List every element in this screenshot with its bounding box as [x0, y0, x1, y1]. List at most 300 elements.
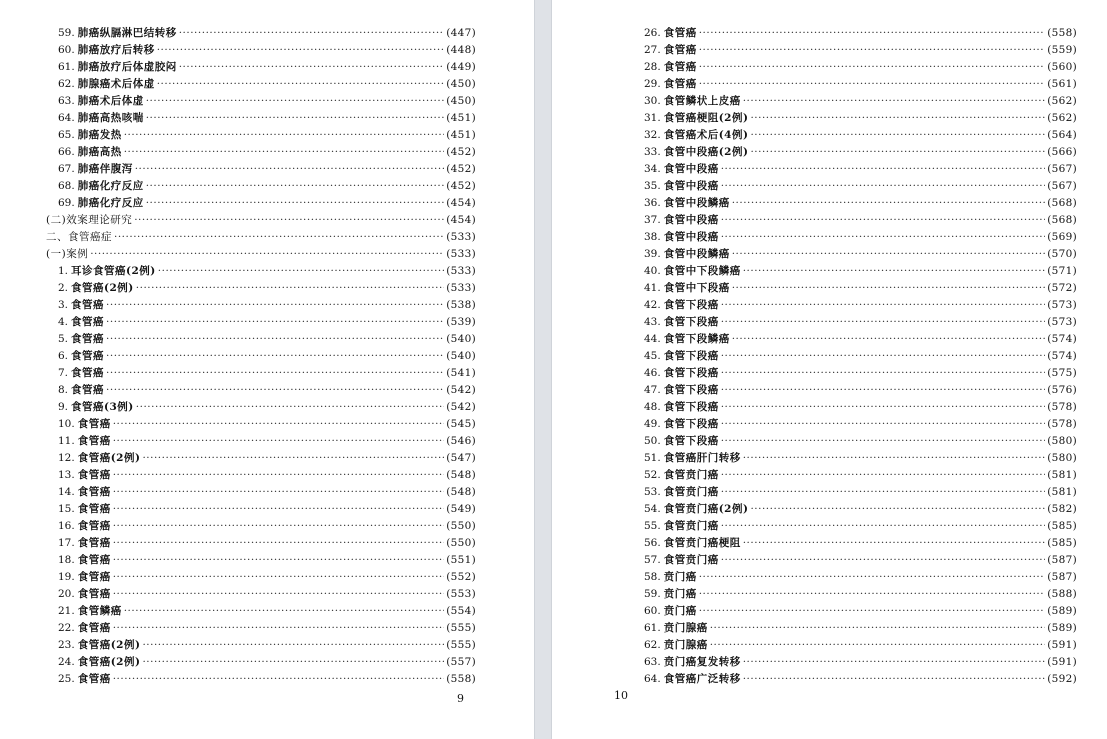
- toc-entry: [46, 76, 476, 93]
- toc-entry-title: 贲门癌: [663, 605, 697, 617]
- dot-leader: [721, 297, 1046, 314]
- dot-leader: [743, 263, 1046, 280]
- toc-entry-page: (592): [1047, 673, 1077, 685]
- toc-entry-page: (555): [446, 639, 476, 651]
- dot-leader: [113, 620, 445, 637]
- dot-leader: [136, 280, 444, 297]
- toc-entry-number: 17.: [58, 537, 75, 549]
- toc-entry-title: 食管下段癌: [663, 350, 719, 362]
- toc-entry-page: (573): [1047, 316, 1077, 328]
- toc-entry: [632, 348, 1077, 365]
- dot-leader: [750, 127, 1045, 144]
- toc-entry-page: (581): [1047, 469, 1077, 481]
- toc-entry-number: 60.: [58, 44, 75, 56]
- toc-entry-number: 23.: [58, 639, 75, 651]
- toc-entry-number: 14.: [58, 486, 75, 498]
- toc-entry: [46, 518, 476, 535]
- dot-leader: [113, 518, 445, 535]
- toc-entry: [632, 552, 1077, 569]
- dot-leader: [721, 467, 1046, 484]
- toc-entry-page: (559): [1047, 44, 1077, 56]
- toc-entry: [632, 263, 1077, 280]
- toc-entry: [46, 348, 476, 365]
- toc-entry-page: (542): [446, 384, 476, 396]
- toc-entry-page: (574): [1047, 333, 1077, 345]
- toc-entry-title: 食管癌: [663, 78, 697, 90]
- dot-leader: [699, 25, 1046, 42]
- toc-entry-title: (一)案例: [46, 248, 89, 260]
- toc-entry-title: 肺癌化疗反应: [77, 197, 144, 209]
- toc-entry-page: (539): [446, 316, 476, 328]
- toc-entry-page: (540): [446, 350, 476, 362]
- toc-entry: [632, 416, 1077, 433]
- toc-entry-page: (447): [446, 27, 476, 39]
- toc-entry-title: 食管下段癌: [663, 435, 719, 447]
- toc-entry-title: 食管癌(2例): [77, 639, 141, 651]
- toc-entry-title: 食管癌: [77, 503, 111, 515]
- toc-entry: [632, 518, 1077, 535]
- toc-entry-page: (454): [446, 197, 476, 209]
- toc-entry: [46, 229, 476, 246]
- toc-entry: [632, 467, 1077, 484]
- toc-entry-number: 30.: [644, 95, 661, 107]
- toc-entry-page: (578): [1047, 401, 1077, 413]
- toc-entry: [632, 637, 1077, 654]
- toc-entry-number: 68.: [58, 180, 75, 192]
- dot-leader: [106, 331, 444, 348]
- toc-entry-title: 贲门癌复发转移: [663, 656, 741, 668]
- toc-entry-page: (452): [446, 163, 476, 175]
- dot-leader: [699, 42, 1046, 59]
- toc-entry-number: 50.: [644, 435, 661, 447]
- toc-entry: [46, 25, 476, 42]
- dot-leader: [710, 620, 1046, 637]
- toc-entry: [632, 195, 1077, 212]
- toc-entry-title: 食管癌: [71, 384, 105, 396]
- toc-entry-title: 耳诊食管癌(2例): [71, 265, 156, 277]
- toc-entry: [632, 161, 1077, 178]
- toc-entry-title: 食管癌: [77, 537, 111, 549]
- toc-entry: [46, 212, 476, 229]
- toc-entry: [632, 331, 1077, 348]
- toc-entry-number: 61.: [644, 622, 661, 634]
- toc-entry-page: (581): [1047, 486, 1077, 498]
- toc-entry-page: (538): [446, 299, 476, 311]
- toc-entry-title: 食管癌: [77, 571, 111, 583]
- toc-entry-title: 食管贲门癌(2例): [663, 503, 749, 515]
- toc-entry-title: 食管癌(2例): [77, 452, 141, 464]
- toc-entry-number: 15.: [58, 503, 75, 515]
- toc-entry: [46, 467, 476, 484]
- toc-entry: [46, 501, 476, 518]
- toc-entry-title: 食管癌: [77, 435, 111, 447]
- toc-entry-page: (553): [446, 588, 476, 600]
- toc-entry-number: 56.: [644, 537, 661, 549]
- toc-entry-title: 食管贲门癌梗阻: [663, 537, 741, 549]
- toc-entry-title: 食管癌: [71, 299, 105, 311]
- toc-entry-page: (548): [446, 469, 476, 481]
- toc-entry: [632, 620, 1077, 637]
- page-gutter: [534, 0, 552, 739]
- toc-entry: [632, 178, 1077, 195]
- toc-entry: [632, 314, 1077, 331]
- toc-entry-number: 8.: [58, 384, 69, 396]
- toc-entry-page: (568): [1047, 214, 1077, 226]
- toc-entry: [46, 382, 476, 399]
- toc-entry-number: 26.: [644, 27, 661, 39]
- dot-leader: [743, 535, 1046, 552]
- toc-entry: [46, 127, 476, 144]
- toc-entry-title: 食管下段癌: [663, 367, 719, 379]
- toc-entry-title: 肺癌术后体虚: [77, 95, 144, 107]
- toc-entry: [632, 654, 1077, 671]
- toc-entry-page: (533): [446, 282, 476, 294]
- toc-list-right: [632, 25, 1077, 688]
- toc-entry-title: 贲门癌: [663, 588, 697, 600]
- toc-entry: [632, 280, 1077, 297]
- dot-leader: [113, 535, 445, 552]
- toc-entry: [46, 331, 476, 348]
- toc-entry: [46, 263, 476, 280]
- toc-entry: [632, 76, 1077, 93]
- dot-leader: [732, 280, 1046, 297]
- toc-entry-page: (548): [446, 486, 476, 498]
- toc-entry-page: (558): [1047, 27, 1077, 39]
- toc-entry-page: (587): [1047, 571, 1077, 583]
- toc-entry-title: 贲门腺癌: [663, 639, 708, 651]
- toc-entry-page: (580): [1047, 452, 1077, 464]
- toc-entry-number: 42.: [644, 299, 661, 311]
- toc-entry-title: 食管癌: [77, 673, 111, 685]
- toc-entry-title: 食管癌肝门转移: [663, 452, 741, 464]
- toc-entry: [46, 433, 476, 450]
- toc-entry-number: 32.: [644, 129, 661, 141]
- page-number-right: 10: [614, 689, 628, 702]
- dot-leader: [179, 59, 445, 76]
- toc-entry-number: 63.: [644, 656, 661, 668]
- toc-entry-title: 肺癌伴腹泻: [77, 163, 133, 175]
- toc-entry: [46, 246, 476, 263]
- toc-entry: [46, 110, 476, 127]
- toc-entry-title: 食管中段癌: [663, 231, 719, 243]
- dot-leader: [113, 433, 445, 450]
- toc-entry-page: (566): [1047, 146, 1077, 158]
- toc-entry-title: 食管癌梗阻(2例): [663, 112, 749, 124]
- dot-leader: [113, 501, 445, 518]
- toc-entry-number: 24.: [58, 656, 75, 668]
- toc-entry-title: 肺癌放疗后体虚胶闷: [77, 61, 177, 73]
- toc-entry-title: 食管鳞癌: [77, 605, 122, 617]
- toc-entry-page: (450): [446, 78, 476, 90]
- dot-leader: [113, 467, 445, 484]
- dot-leader: [721, 518, 1046, 535]
- toc-entry-page: (550): [446, 520, 476, 532]
- toc-entry-number: 12.: [58, 452, 75, 464]
- toc-entry: [46, 586, 476, 603]
- toc-entry-title: 食管下段癌: [663, 316, 719, 328]
- toc-entry: [46, 314, 476, 331]
- toc-entry-number: 5.: [58, 333, 69, 345]
- toc-entry-number: 3.: [58, 299, 69, 311]
- toc-entry-number: 6.: [58, 350, 69, 362]
- dot-leader: [721, 433, 1046, 450]
- toc-entry: [46, 280, 476, 297]
- toc-entry-number: 47.: [644, 384, 661, 396]
- toc-entry-page: (561): [1047, 78, 1077, 90]
- dot-leader: [146, 195, 445, 212]
- toc-entry-title: 食管癌: [71, 367, 105, 379]
- dot-leader: [134, 212, 444, 229]
- dot-leader: [743, 93, 1046, 110]
- toc-entry-page: (591): [1047, 639, 1077, 651]
- toc-entry-title: 食管贲门癌: [663, 520, 719, 532]
- toc-entry-page: (580): [1047, 435, 1077, 447]
- dot-leader: [721, 161, 1046, 178]
- dot-leader: [750, 501, 1045, 518]
- toc-entry-number: 69.: [58, 197, 75, 209]
- toc-entry-number: 19.: [58, 571, 75, 583]
- dot-leader: [721, 314, 1046, 331]
- toc-entry: [632, 365, 1077, 382]
- dot-leader: [146, 93, 445, 110]
- dot-leader: [721, 229, 1046, 246]
- toc-entry-page: (591): [1047, 656, 1077, 668]
- toc-entry-number: 38.: [644, 231, 661, 243]
- dot-leader: [90, 246, 444, 263]
- toc-entry-page: (585): [1047, 537, 1077, 549]
- toc-entry-page: (449): [446, 61, 476, 73]
- toc-entry-title: 食管中段癌(2例): [663, 146, 749, 158]
- toc-entry-number: 27.: [644, 44, 661, 56]
- toc-entry-title: 食管中段鳞癌: [663, 248, 730, 260]
- toc-entry-page: (558): [446, 673, 476, 685]
- toc-entry: [46, 671, 476, 688]
- dot-leader: [106, 297, 444, 314]
- toc-entry-title: 食管中段鳞癌: [663, 197, 730, 209]
- dot-leader: [699, 569, 1046, 586]
- dot-leader: [113, 484, 445, 501]
- dot-leader: [721, 552, 1046, 569]
- toc-entry-page: (560): [1047, 61, 1077, 73]
- toc-entry-number: 49.: [644, 418, 661, 430]
- toc-entry: [46, 365, 476, 382]
- toc-entry-number: 59.: [644, 588, 661, 600]
- toc-entry-number: 16.: [58, 520, 75, 532]
- toc-entry: [46, 59, 476, 76]
- toc-entry-page: (450): [446, 95, 476, 107]
- toc-entry-page: (542): [446, 401, 476, 413]
- toc-entry-page: (541): [446, 367, 476, 379]
- dot-leader: [732, 195, 1046, 212]
- toc-entry-number: 33.: [644, 146, 661, 158]
- toc-entry-title: 贲门腺癌: [663, 622, 708, 634]
- toc-entry: [632, 297, 1077, 314]
- toc-entry: [46, 399, 476, 416]
- toc-entry-number: 1.: [58, 265, 69, 277]
- toc-entry-title: 食管贲门癌: [663, 469, 719, 481]
- toc-entry-number: 48.: [644, 401, 661, 413]
- toc-entry-title: 食管癌: [77, 622, 111, 634]
- toc-entry-number: 2.: [58, 282, 69, 294]
- toc-entry-number: 65.: [58, 129, 75, 141]
- toc-entry: [632, 399, 1077, 416]
- toc-entry-number: 34.: [644, 163, 661, 175]
- toc-entry-page: (533): [446, 248, 476, 260]
- dot-leader: [743, 671, 1046, 688]
- toc-entry-number: 25.: [58, 673, 75, 685]
- toc-entry-number: 41.: [644, 282, 661, 294]
- toc-entry-number: 44.: [644, 333, 661, 345]
- toc-entry-page: (451): [446, 112, 476, 124]
- toc-entry-number: 64.: [58, 112, 75, 124]
- toc-entry-title: 食管鳞状上皮癌: [663, 95, 741, 107]
- toc-entry-number: 4.: [58, 316, 69, 328]
- dot-leader: [124, 603, 445, 620]
- toc-entry: [632, 127, 1077, 144]
- toc-entry-page: (552): [446, 571, 476, 583]
- dot-leader: [750, 110, 1045, 127]
- toc-entry-number: 58.: [644, 571, 661, 583]
- toc-entry: [632, 569, 1077, 586]
- toc-entry-title: 肺癌放疗后转移: [77, 44, 155, 56]
- dot-leader: [743, 450, 1046, 467]
- dot-leader: [721, 416, 1046, 433]
- toc-entry: [632, 59, 1077, 76]
- toc-entry-title: 食管癌: [77, 418, 111, 430]
- toc-entry-number: 54.: [644, 503, 661, 515]
- dot-leader: [699, 76, 1046, 93]
- dot-leader: [721, 178, 1046, 195]
- toc-entry-number: 28.: [644, 61, 661, 73]
- toc-entry-number: 21.: [58, 605, 75, 617]
- dot-leader: [113, 569, 445, 586]
- toc-entry: [632, 144, 1077, 161]
- dot-leader: [750, 144, 1045, 161]
- toc-entry-page: (554): [446, 605, 476, 617]
- toc-entry-number: 39.: [644, 248, 661, 260]
- toc-entry-title: 食管癌(3例): [71, 401, 134, 413]
- dot-leader: [699, 586, 1046, 603]
- toc-entry-title: 肺癌高热: [77, 146, 122, 158]
- toc-entry: [46, 603, 476, 620]
- toc-entry-number: 35.: [644, 180, 661, 192]
- dot-leader: [106, 365, 444, 382]
- toc-entry-title: 食管癌: [663, 27, 697, 39]
- toc-entry: [46, 416, 476, 433]
- page-left: [0, 0, 534, 739]
- toc-entry-page: (545): [446, 418, 476, 430]
- toc-entry-page: (547): [446, 452, 476, 464]
- dot-leader: [142, 637, 444, 654]
- dot-leader: [124, 144, 445, 161]
- toc-entry-title: 食管癌: [77, 554, 111, 566]
- toc-entry: [46, 195, 476, 212]
- toc-entry-title: 食管下段癌: [663, 401, 719, 413]
- toc-entry-page: (589): [1047, 622, 1077, 634]
- toc-entry-number: 31.: [644, 112, 661, 124]
- toc-entry-number: 45.: [644, 350, 661, 362]
- dot-leader: [699, 59, 1046, 76]
- toc-entry: [46, 484, 476, 501]
- toc-entry-title: 贲门癌: [663, 571, 697, 583]
- toc-entry-title: 食管下段癌: [663, 299, 719, 311]
- toc-entry-page: (575): [1047, 367, 1077, 379]
- dot-leader: [732, 331, 1046, 348]
- toc-entry: [46, 144, 476, 161]
- toc-entry-number: 67.: [58, 163, 75, 175]
- toc-entry-number: 60.: [644, 605, 661, 617]
- toc-entry: [46, 297, 476, 314]
- toc-entry: [632, 450, 1077, 467]
- toc-entry-title: 食管下段鳞癌: [663, 333, 730, 345]
- toc-entry-number: 22.: [58, 622, 75, 634]
- toc-entry-title: 食管癌广泛转移: [663, 673, 741, 685]
- toc-list-left: [46, 25, 476, 688]
- dot-leader: [146, 178, 445, 195]
- toc-entry-page: (573): [1047, 299, 1077, 311]
- toc-entry-number: 62.: [644, 639, 661, 651]
- dot-leader: [179, 25, 445, 42]
- toc-entry-number: 7.: [58, 367, 69, 379]
- toc-entry-title: 食管癌: [663, 44, 697, 56]
- page-number-left: 9: [457, 692, 464, 705]
- toc-entry-title: 食管癌: [77, 469, 111, 481]
- toc-entry-title: 肺癌高热咳喘: [77, 112, 144, 124]
- dot-leader: [146, 110, 445, 127]
- toc-entry: [46, 535, 476, 552]
- toc-entry-title: 食管癌: [77, 588, 111, 600]
- toc-entry-title: 肺癌纵膈淋巴结转移: [77, 27, 177, 39]
- toc-entry-title: 食管中段癌: [663, 163, 719, 175]
- toc-entry-page: (567): [1047, 163, 1077, 175]
- toc-entry-number: 63.: [58, 95, 75, 107]
- toc-entry-title: 食管癌(2例): [77, 656, 141, 668]
- toc-entry-number: 52.: [644, 469, 661, 481]
- toc-entry-page: (568): [1047, 197, 1077, 209]
- toc-entry: [632, 484, 1077, 501]
- toc-entry-title: 食管贲门癌: [663, 554, 719, 566]
- page-right: [552, 0, 1107, 739]
- dot-leader: [124, 127, 445, 144]
- toc-entry-page: (557): [446, 656, 476, 668]
- toc-entry-page: (570): [1047, 248, 1077, 260]
- toc-entry: [632, 382, 1077, 399]
- toc-entry-page: (572): [1047, 282, 1077, 294]
- dot-leader: [106, 382, 444, 399]
- toc-entry-page: (454): [446, 214, 476, 226]
- toc-entry: [632, 42, 1077, 59]
- toc-entry-page: (533): [446, 265, 476, 277]
- toc-entry-title: 肺腺癌术后体虚: [77, 78, 155, 90]
- toc-entry-page: (562): [1047, 112, 1077, 124]
- dot-leader: [142, 654, 444, 671]
- toc-entry-page: (585): [1047, 520, 1077, 532]
- toc-entry-title: 食管癌: [77, 486, 111, 498]
- toc-entry: [46, 637, 476, 654]
- dot-leader: [142, 450, 444, 467]
- toc-entry-number: 57.: [644, 554, 661, 566]
- dot-leader: [721, 365, 1046, 382]
- toc-entry-page: (546): [446, 435, 476, 447]
- toc-entry-number: 43.: [644, 316, 661, 328]
- toc-entry-page: (448): [446, 44, 476, 56]
- toc-entry: [632, 433, 1077, 450]
- toc-entry-page: (452): [446, 146, 476, 158]
- dot-leader: [732, 246, 1046, 263]
- toc-entry-page: (567): [1047, 180, 1077, 192]
- toc-entry: [632, 501, 1077, 518]
- toc-entry-title: 食管癌(2例): [71, 282, 134, 294]
